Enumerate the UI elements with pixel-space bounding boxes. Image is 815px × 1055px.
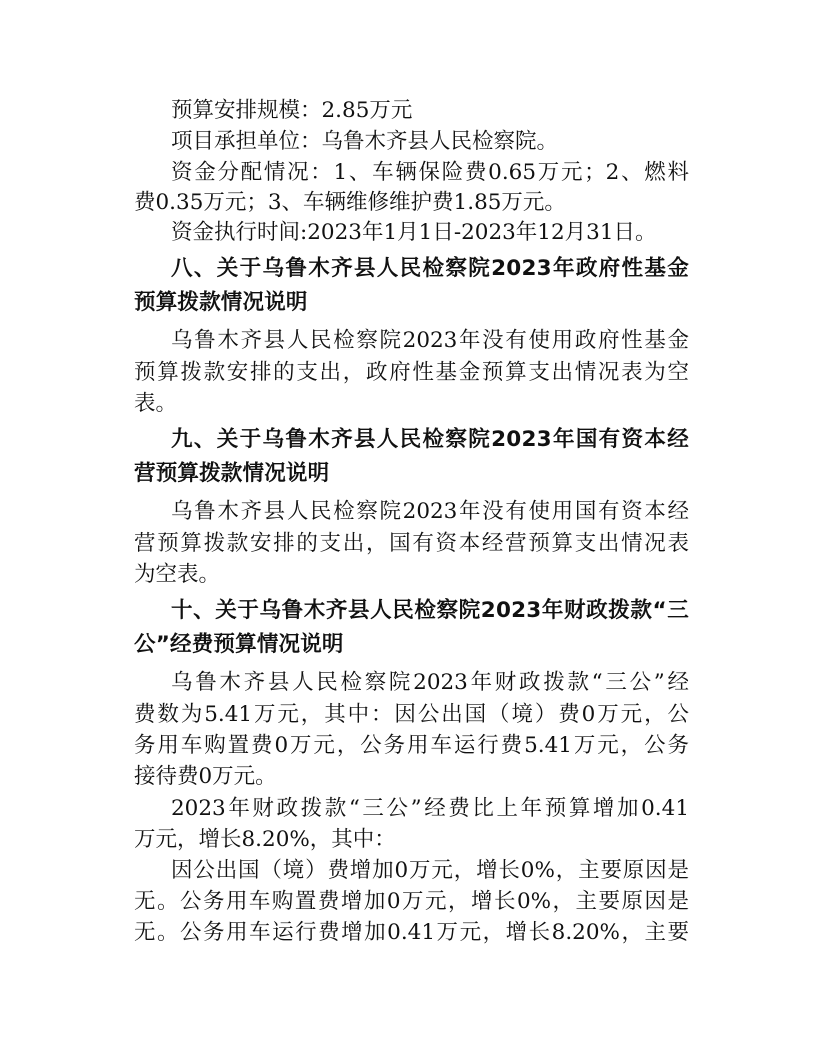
section-9-body-1: 乌鲁木齐县人民检察院2023年没有使用国有资本经: [171, 499, 689, 524]
section-10-body-6: 万元，增长8.20%，其中：: [134, 827, 396, 852]
section-10-body-7: 因公出国（境）费增加0万元，增长0%，主要原因是: [171, 858, 689, 883]
section-9-heading-1: 九、关于乌鲁木齐县人民检察院2023年国有资本经: [171, 427, 689, 452]
section-10-body-9: 无。公务用车运行费增加0.41万元，增长8.20%，主要: [134, 920, 689, 945]
budget-scale-text: 预算安排规模：2.85万元: [171, 98, 413, 123]
section-8-body-3: 表。: [134, 391, 178, 416]
section-10-body-5: 2023年财政拨款“三公”经费比上年预算增加0.41: [171, 796, 689, 821]
section-9-body-3: 为空表。: [134, 562, 221, 587]
section-10-body-3: 务用车购置费0万元，公务用车运行费5.41万元，公务: [134, 733, 689, 758]
section-10-body-2: 费数为5.41万元，其中：因公出国（境）费0万元，公: [134, 702, 689, 727]
section-8-heading-1: 八、关于乌鲁木齐县人民检察院2023年政府性基金: [171, 256, 689, 281]
allocation-text-1: 资金分配情况：1、车辆保险费0.65万元；2、燃料: [171, 160, 689, 185]
section-8-body-1: 乌鲁木齐县人民检察院2023年没有使用政府性基金: [171, 328, 689, 353]
section-10-heading-2: 公”经费预算情况说明: [134, 632, 344, 657]
section-8-heading-2: 预算拨款情况说明: [134, 290, 308, 315]
execution-time-text: 资金执行时间:2023年1月1日-2023年12月31日。: [171, 220, 657, 245]
section-10-body-4: 接待费0万元。: [134, 764, 277, 789]
section-9-heading-2: 营预算拨款情况说明: [134, 461, 330, 486]
undertaker-text: 项目承担单位：乌鲁木齐县人民检察院。: [171, 129, 559, 154]
section-10-body-1: 乌鲁木齐县人民检察院2023年财政拨款“三公”经: [171, 670, 689, 695]
allocation-text-2: 费0.35万元；3、车辆维修维护费1.85万元。: [134, 190, 566, 215]
section-10-body-8: 无。公务用车购置费增加0万元，增长0%，主要原因是: [134, 889, 689, 914]
section-10-heading-1: 十、关于乌鲁木齐县人民检察院2023年财政拨款“三: [171, 598, 689, 623]
section-9-body-2: 营预算拨款安排的支出，国有资本经营预算支出情况表: [134, 531, 689, 556]
section-8-body-2: 预算拨款安排的支出，政府性基金预算支出情况表为空: [134, 360, 689, 385]
